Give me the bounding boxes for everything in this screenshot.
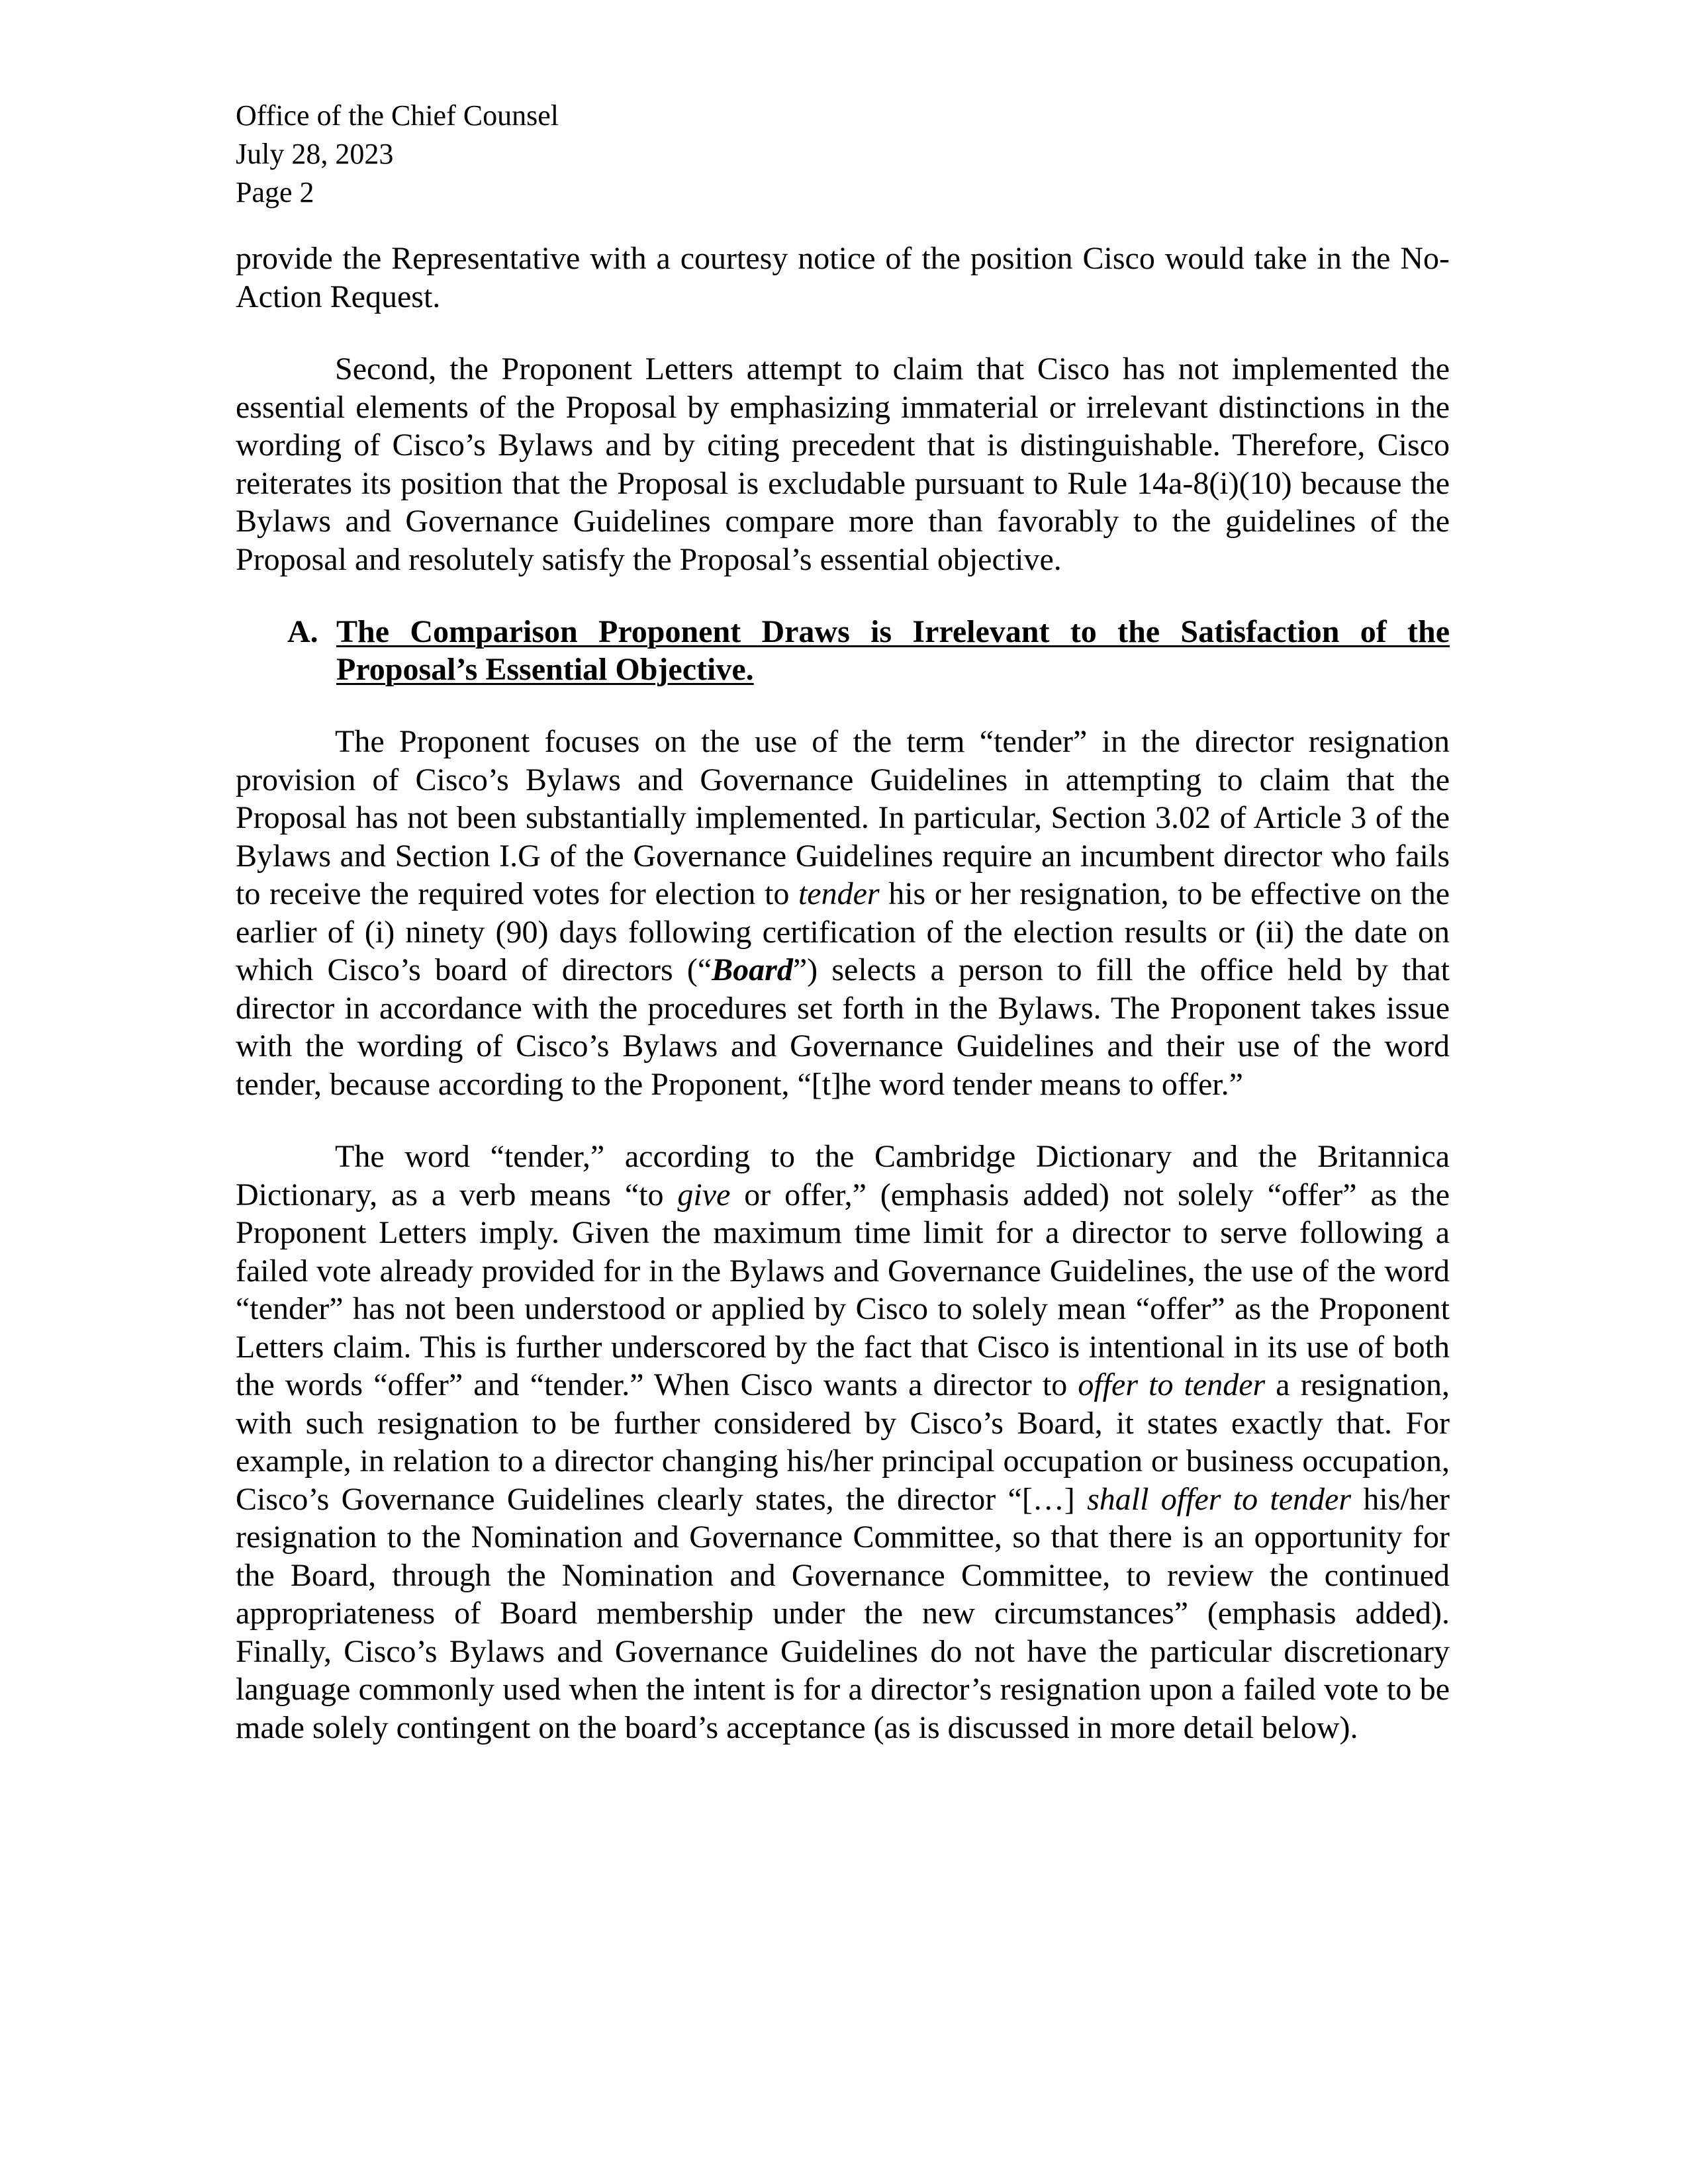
header-date: July 28, 2023 xyxy=(236,138,394,170)
section-letter: A. xyxy=(287,614,318,649)
italic-run: tender xyxy=(798,876,880,911)
section-heading-a xyxy=(236,613,1450,688)
paragraph-second: Second, the Proponent Letters attempt to claim that Cisco has not implemented the essential elements of the Proposal by emphasizing immaterial or irrelevant distinctions in the wording of Cisco’s Bylaws and by citing precedent that is distinguishable. Therefore, Cisco reiterates its position that the Proposal is excludable pursuant to Rule 14a-8(i)(10) because the Bylaws and Governance Guidelines compare more than favorably to the guidelines of the Proposal and resolutely satisfy the Proposal’s essential objective. xyxy=(236,351,1450,577)
defined-term-board: Board xyxy=(712,952,793,987)
text-run: a resignation, with such resignation to be further considered by Cisco’s Board, it states exactly that. For example, in relation to a director changing his/her principal occupation or business occupation, Cisco’s Governance Guidelines clearly states, the director “[…] xyxy=(236,1367,1450,1517)
text-run: his or her resignation, to be effective on the earlier of (i) ninety (90) days following certification of the election results or (ii) the date on which Cisco’s board of directors (“ xyxy=(236,876,1450,987)
paragraph-continuation: provide the Representative with a courtesy notice of the position Cisco would take in the No-Action Request. xyxy=(236,241,1450,314)
letter-body xyxy=(236,240,1450,1781)
header-page-number: Page 2 xyxy=(236,176,314,208)
italic-run: shall offer to tender xyxy=(1087,1481,1352,1517)
italic-run: give xyxy=(677,1177,731,1212)
paragraph-tender-term xyxy=(236,723,1450,1103)
text-run: or offer,” (emphasis added) not solely “offer” as the Proponent Letters imply. Given the maximum time limit for a director to serve following a failed vote already provided for in the Bylaws and Governance Guidelines, the use of the word “tender” has not been understood or applied by Cisco to solely mean “offer” as the Proponent Letters claim. This is further underscored by the fact that Cisco is intentional in its use of both the words “offer” and “tender.” When Cisco wants a director to xyxy=(236,1177,1450,1402)
header-recipient: Office of the Chief Counsel xyxy=(236,99,559,132)
document-page xyxy=(236,0,1450,2184)
section-title: The Comparison Proponent Draws is Irrelevant to the Satisfaction of the Proposal’s Essential Objective. xyxy=(336,614,1450,687)
italic-run: offer to tender xyxy=(1078,1367,1266,1402)
text-run: The Proponent focuses on the use of the term “tender” in the director resignation provision of Cisco’s Bylaws and Governance Guidelines in attempting to claim that the Proposal has not been substantially implemented. In particular, Section 3.02 of Article 3 of the Bylaws and Section I.G of the Governance Guidelines require an incumbent director who fails to receive the required votes for election to xyxy=(236,724,1450,911)
text-run: his/her resignation to the Nomination and Governance Committee, so that there is an opportunity for the Board, through the Nomination and Governance Committee, to review the continued appropriateness of Board membership under the new circumstances” (emphasis added). Finally, Cisco’s Bylaws and Governance Guidelines do not have the particular discretionary language commonly used when the intent is for a director’s resignation upon a failed vote to be made solely contingent on the board’s acceptance (as is discussed in more detail below). xyxy=(236,1481,1450,1745)
letter-header xyxy=(236,97,559,212)
text-run: The word “tender,” according to the Cambridge Dictionary and the Britannica Dictionary, as a verb means “to xyxy=(236,1139,1450,1212)
paragraph-tender-definition xyxy=(236,1138,1450,1747)
text-run: ”) selects a person to fill the office held by that director in accordance with the procedures set forth in the Bylaws. The Proponent takes issue with the wording of Cisco’s Bylaws and Governance Guidelines and their use of the word tender, because according to the Proponent, “[t]he word tender means to offer.” xyxy=(236,952,1450,1102)
